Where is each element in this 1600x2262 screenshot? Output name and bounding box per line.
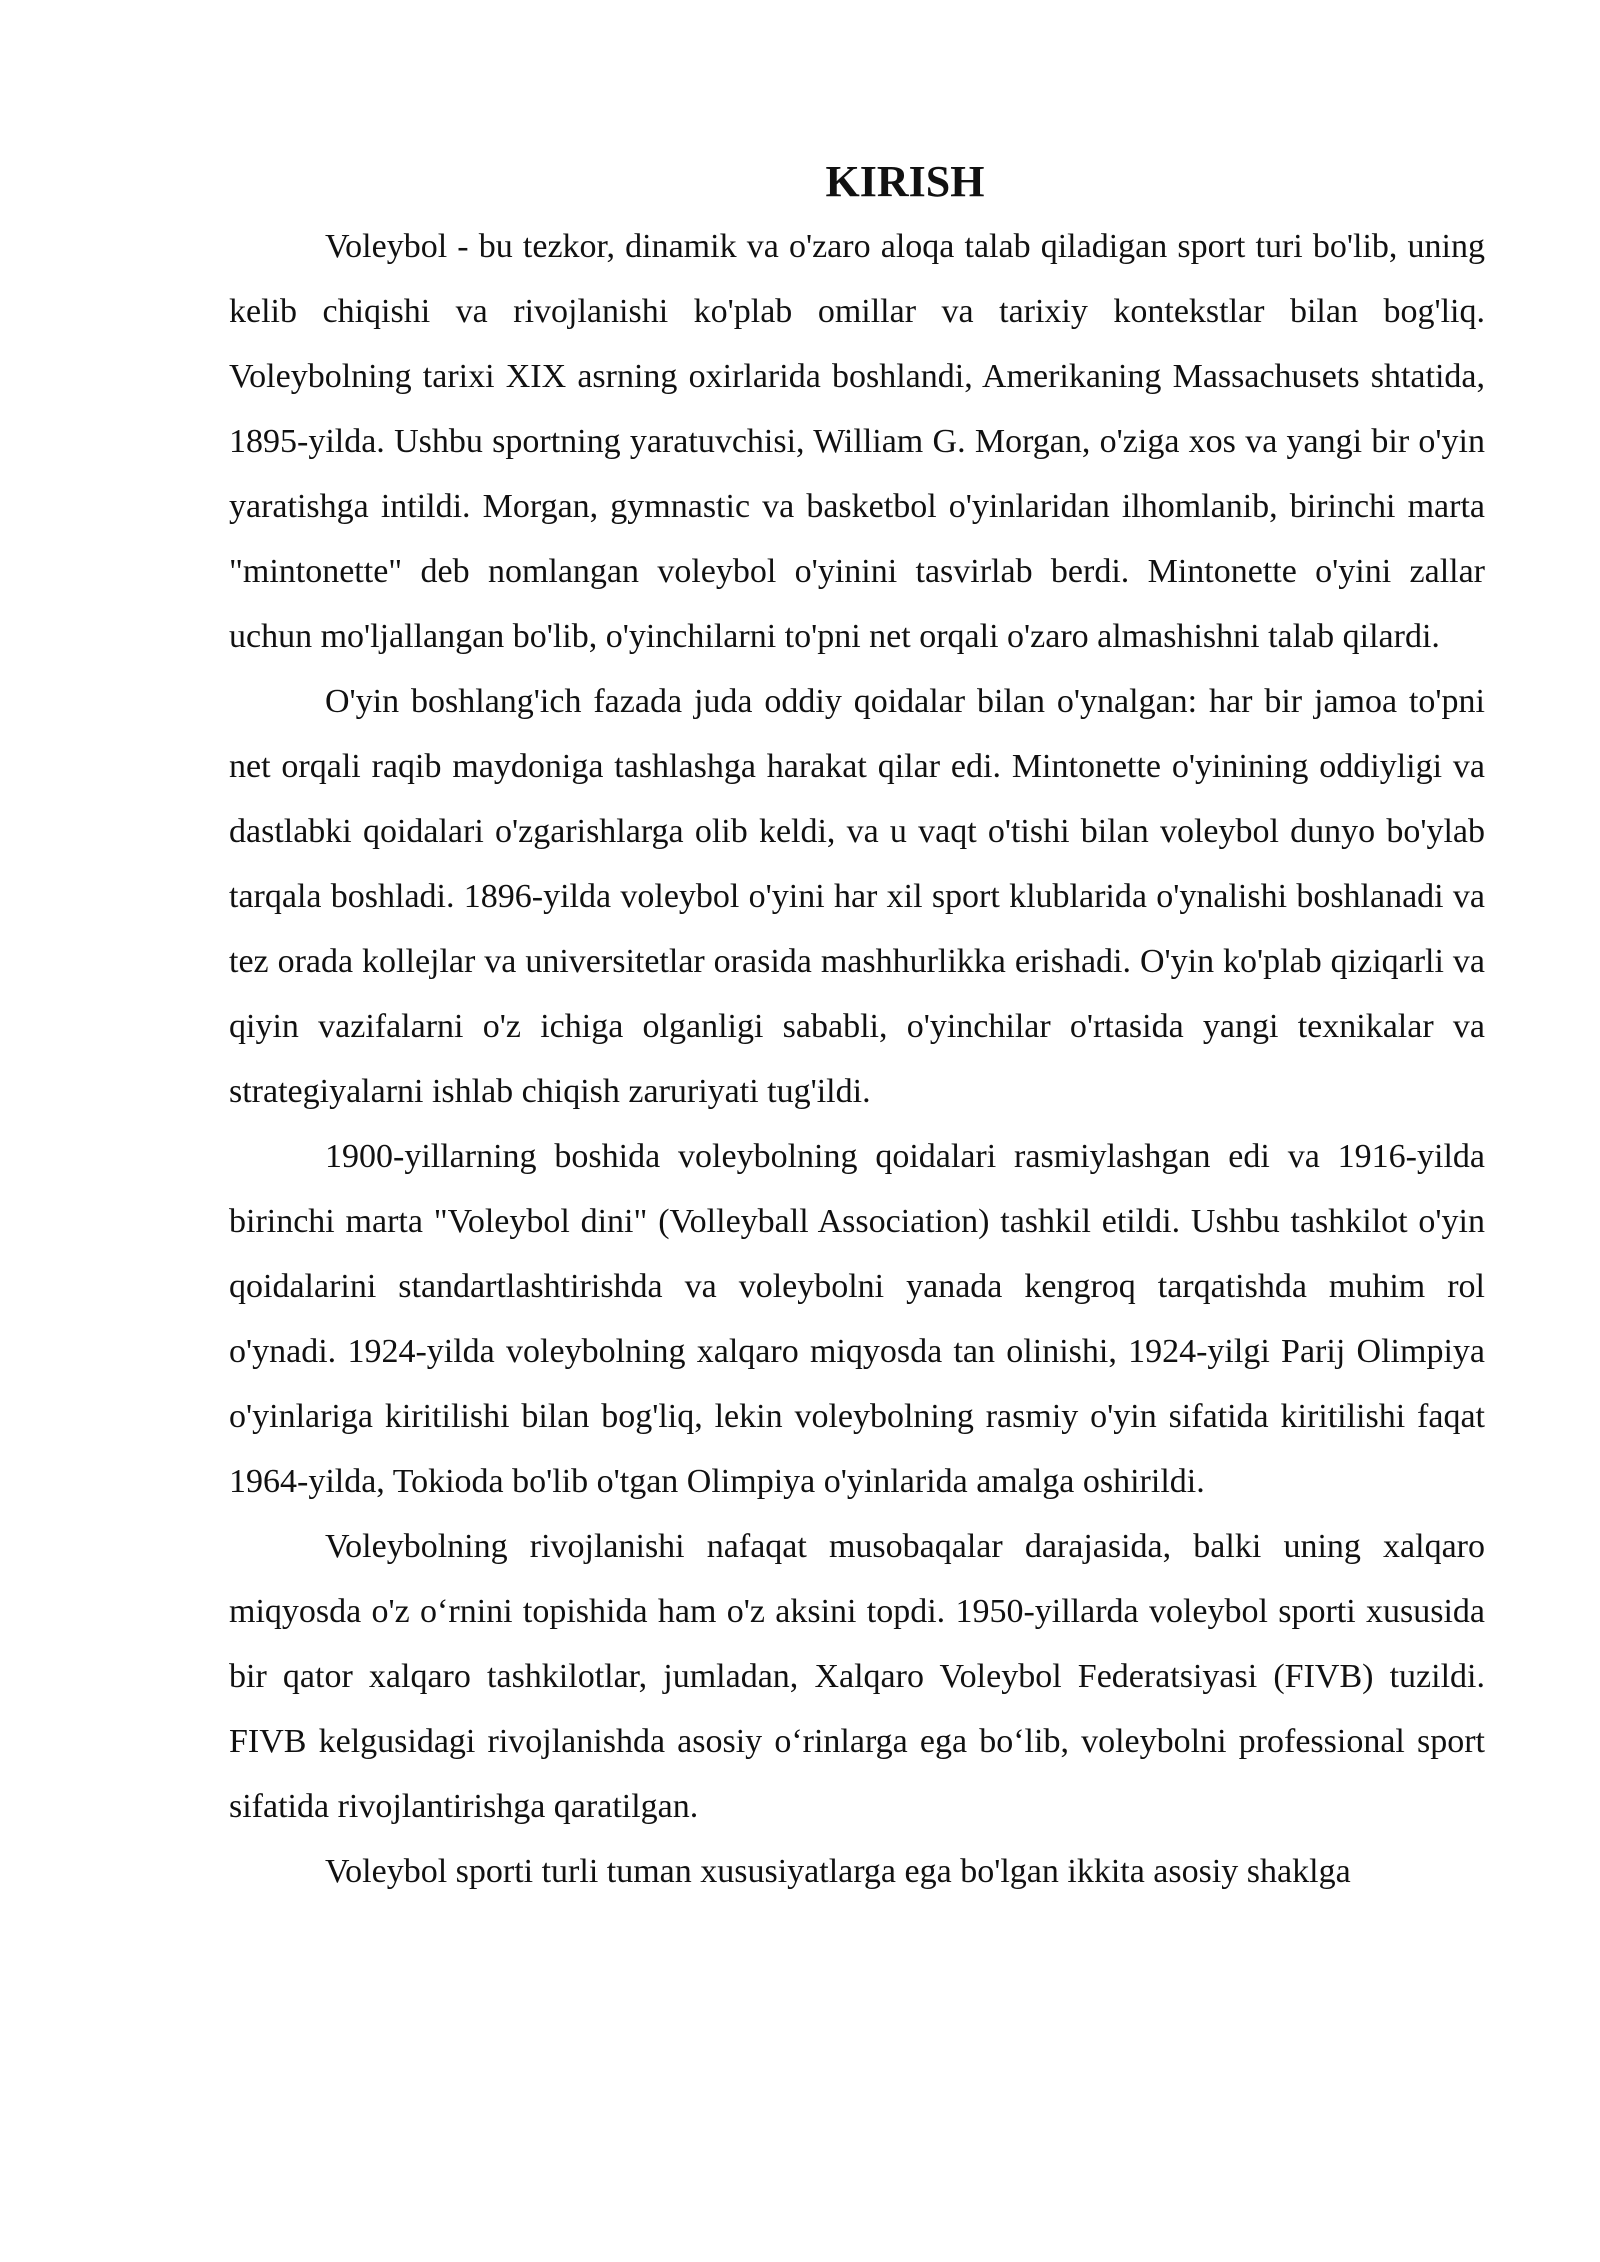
page-title: KIRISH bbox=[825, 157, 985, 206]
paragraph-5: Voleybol sporti turli tuman xususiyatlarga ega bo'lgan ikkita asosiy shaklga bbox=[325, 1853, 1351, 1890]
document-body bbox=[229, 150, 1485, 1904]
paragraph-1: Voleybol - bu tezkor, dinamik va o'zaro aloqa talab qiladigan sport turi bo'lib, uning kelib chiqishi va rivojlanishi ko'plab omillar va tarixiy kontekstlar bilan bog'liq. Voleybolning tarixi XIX asrning oxirlarida boshlandi, Amerikaning Massachusets shtatida, 1895-yilda. Ushbu sportning yaratuvchisi, William G. Morgan, o'ziga xos va yangi bir o'yin yaratishga intildi. Morgan, gymnastic va basketbol o'yinlaridan ilhomlanib, birinchi marta "mintonette" deb nomlangan voleybol o'yinini tasvirlab berdi. Mintonette o'yini zallar uchun mo'ljallangan bo'lib, o'yinchilarni to'pni net orqali o'zaro almashishni talab qilardi. bbox=[229, 228, 1485, 655]
paragraph-2: O'yin boshlang'ich fazada juda oddiy qoidalar bilan o'ynalgan: har bir jamoa to'pni net orqali raqib maydoniga tashlashga harakat qilar edi. Mintonette o'yinining oddiyligi va dastlabki qoidalari o'zgarishlarga olib keldi, va u vaqt o'tishi bilan voleybol dunyo bo'ylab tarqala boshladi. 1896-yilda voleybol o'yini har xil sport klublarida o'ynalishi boshlanadi va tez orada kollejlar va universitetlar orasida mashhurlikka erishadi. O'yin ko'plab qiziqarli va qiyin vazifalarni o'z ichiga olganligi sababli, o'yinchilar o'rtasida yangi texnikalar va strategiyalarni ishlab chiqish zaruriyati tug'ildi. bbox=[229, 683, 1485, 1110]
paragraph-4: Voleybolning rivojlanishi nafaqat musobaqalar darajasida, balki uning xalqaro miqyosda o'z o‘rnini topishida ham o'z aksini topdi. 1950-yillarda voleybol sporti xususida bir qator xalqaro tashkilotlar, jumladan, Xalqaro Voleybol Federatsiyasi (FIVB) tuzildi. FIVB kelgusidagi rivojlanishda asosiy o‘rinlarga ega bo‘lib, voleybolni professional sport sifatida rivojlantirishga qaratilgan. bbox=[229, 1528, 1485, 1825]
paragraph-3: 1900-yillarning boshida voleybolning qoidalari rasmiylashgan edi va 1916-yilda birinchi marta "Voleybol dini" (Volleyball Association) tashkil etildi. Ushbu tashkilot o'yin qoidalarini standartlashtirishda va voleybolni yanada kengroq tarqatishda muhim rol o'ynadi. 1924-yilda voleybolning xalqaro miqyosda tan olinishi, 1924-yilgi Parij Olimpiya o'yinlariga kiritilishi bilan bog'liq, lekin voleybolning rasmiy o'yin sifatida kiritilishi faqat 1964-yilda, Tokioda bo'lib o'tgan Olimpiya o'yinlarida amalga oshirildi. bbox=[229, 1138, 1485, 1500]
